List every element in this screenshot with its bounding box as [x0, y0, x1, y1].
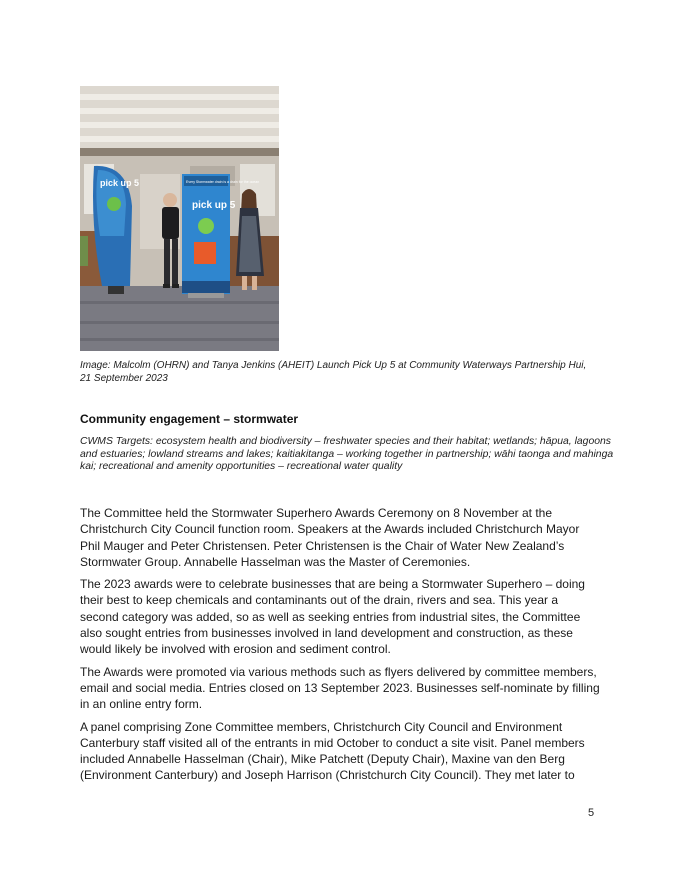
svg-text:pick up 5: pick up 5	[100, 178, 140, 188]
event-photo-illustration	[80, 86, 279, 351]
page-number: 5	[588, 807, 595, 819]
svg-text:Every Stormwater drain is a dr: Every Stormwater drain is a drain for the ocean	[186, 180, 260, 184]
body-text	[80, 505, 600, 790]
section-heading: Community engagement – stormwater	[80, 412, 299, 426]
svg-text:pick up 5: pick up 5	[192, 200, 236, 211]
cwms-targets: CWMS Targets: ecosystem health and biodiversity – freshwater species and their habitat; wetlands; hāpua, lagoons and estuaries; lowland streams and lakes; kaitiakitanga – working together in partnership; wāhi taonga and mahinga kai; recreational and amenity opportunities – recreational water quality	[80, 436, 614, 472]
photo-caption	[80, 359, 610, 385]
caption-line-2: 21 September 2023	[80, 373, 168, 384]
event-photo	[80, 86, 279, 351]
caption-line-1: Image: Malcolm (OHRN) and Tanya Jenkins (AHEIT) Launch Pick Up 5 at Community Waterways Partnership Hui,	[80, 360, 587, 371]
paragraph-4: A panel comprising Zone Committee members, Christchurch City Council and Environment Canterbury staff visited all of the entrants in mid October to conduct a site visit. Panel members included Annabelle Hasselman (Chair), Mike Patchett (Deputy Chair), Maxine van den Berg (Environment Canterbury) and Joseph Harrison (Christchurch City Council). They met later to	[80, 719, 585, 783]
paragraph-2: The 2023 awards were to celebrate businesses that are being a Stormwater Superhero – doing their best to keep chemicals and contaminants out of the drain, rivers and sea. This year a second category was added, so as well as seeking entries from industrial sites, the Committee also sought entries from businesses involved in land development and construction, as these would likely be involved with erosion and sediment control.	[80, 577, 585, 657]
paragraph-3: The Awards were promoted via various methods such as flyers delivered by committee members, email and social media. Entries closed on 13 September 2023. Businesses self-nominate by filling in an online entry form.	[80, 664, 600, 712]
paragraph-1: The Committee held the Stormwater Superhero Awards Ceremony on 8 November at the Christchurch City Council function room. Speakers at the Awards included Christchurch Mayor Phil Mauger and Peter Christensen. Peter Christensen is the Chair of Water New Zealand’s Stormwater Group. Annabelle Hasselman was the Master of Ceremonies.	[80, 506, 580, 569]
